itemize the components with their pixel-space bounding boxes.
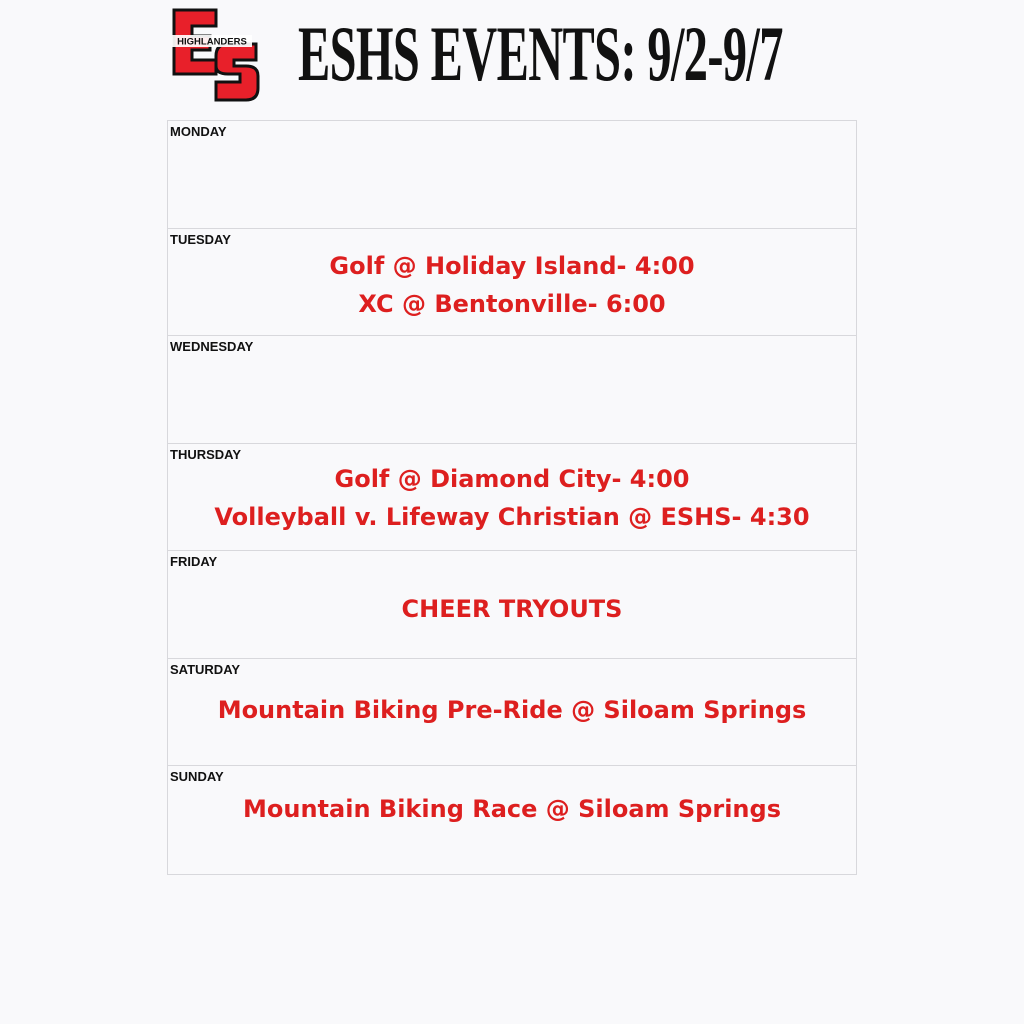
weekly-schedule xyxy=(167,120,857,875)
event-list xyxy=(168,790,856,828)
event-item: CHEER TRYOUTS xyxy=(401,595,623,623)
event-item: Mountain Biking Race @ Siloam Springs xyxy=(243,795,781,823)
event-item: Golf @ Holiday Island- 4:00 xyxy=(329,251,695,280)
day-label: FRIDAY xyxy=(170,554,218,569)
day-row-thursday xyxy=(168,444,856,552)
event-list xyxy=(168,460,856,536)
day-row-sunday xyxy=(168,766,856,874)
event-list xyxy=(168,691,856,729)
day-row-wednesday xyxy=(168,336,856,444)
day-label: WEDNESDAY xyxy=(170,339,254,354)
day-row-monday xyxy=(168,121,856,229)
page-title: ESHS EVENTS: 9/2-9/7 xyxy=(298,10,783,97)
logo-text: HIGHLANDERS xyxy=(177,36,247,48)
event-item: XC @ Bentonville- 6:00 xyxy=(358,289,666,318)
day-row-tuesday xyxy=(168,229,856,337)
day-row-saturday xyxy=(168,659,856,767)
day-row-friday xyxy=(168,551,856,659)
day-label: SATURDAY xyxy=(170,661,241,677)
event-item: Volleyball v. Lifeway Christian @ ESHS- 4:30 xyxy=(214,502,810,531)
event-item: Golf @ Diamond City- 4:00 xyxy=(334,464,690,493)
event-item: Mountain Biking Pre-Ride @ Siloam Springs xyxy=(217,695,807,724)
day-label: THURSDAY xyxy=(170,446,242,462)
day-label: TUESDAY xyxy=(170,231,231,247)
day-label: MONDAY xyxy=(170,124,227,139)
logo-letter-s-icon xyxy=(216,44,258,100)
event-list xyxy=(168,590,856,628)
event-list xyxy=(168,247,856,323)
day-label: SUNDAY xyxy=(170,769,224,784)
highlanders-logo xyxy=(170,8,262,104)
